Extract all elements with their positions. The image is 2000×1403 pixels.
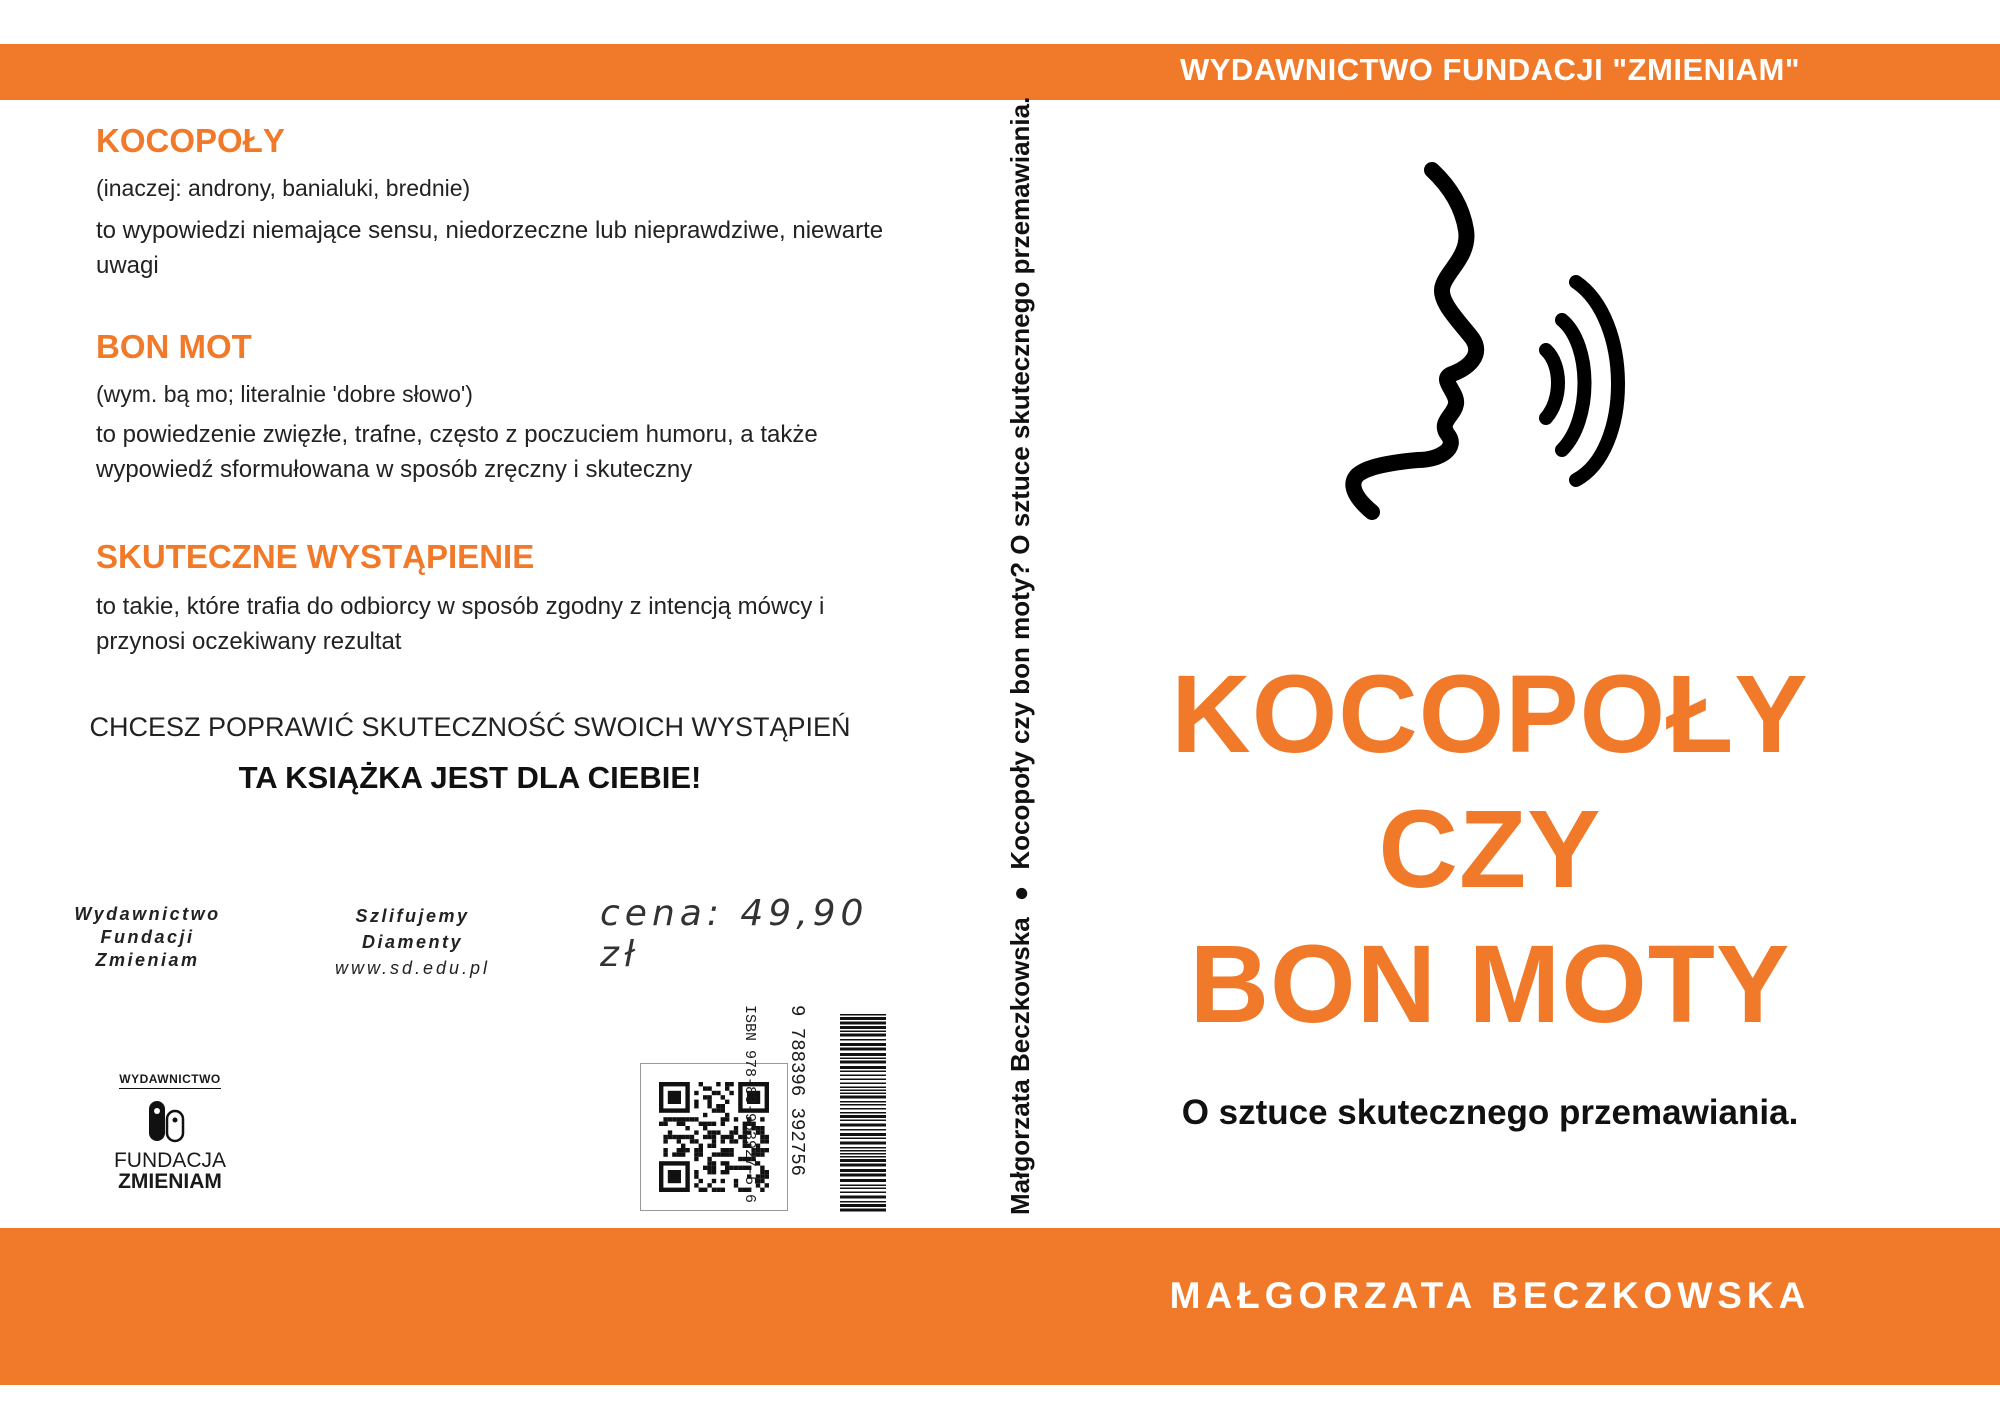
term-skuteczne: SKUTECZNE WYSTĄPIENIE <box>96 538 535 575</box>
logo-line2: ZMIENIAM <box>118 1170 222 1193</box>
title-line-3: BON MOTY <box>1189 923 1791 1046</box>
qr-code <box>640 1063 788 1211</box>
barcode-digits: 9 788396 392756 <box>786 1005 808 1177</box>
qr-code-image <box>641 1064 787 1210</box>
title-line-2: CZY <box>1378 788 1602 911</box>
spine-title: Kocopoły czy bon moty? O sztuce skutecznego przemawiania. <box>1005 96 1035 870</box>
cta-answer: TA KSIĄŻKA JEST DLA CIEBIE! <box>238 760 702 795</box>
publisher-logo <box>100 1070 240 1194</box>
isbn-text: ISBN 978-83-963927-5-6 <box>741 1005 758 1204</box>
term-bon-mot-desc: to powiedzenie zwięzłe, trafne, często z poczuciem humoru, a także wypowiedź sformułowana w sposób zręczny i skuteczny <box>96 421 818 483</box>
subtitle: O sztuce skutecznego przemawiania. <box>1181 1093 1799 1132</box>
publisher-small-line3: Zmieniam <box>95 950 200 970</box>
logo-top-text: WYDAWNICTWO <box>119 1072 220 1089</box>
partner-url: www.sd.edu.pl <box>334 958 491 978</box>
title-line-1: KOCOPOŁY <box>1171 653 1809 776</box>
partner-block <box>320 903 505 981</box>
spine-separator: ● <box>1005 885 1035 902</box>
term-bon-mot: BON MOT <box>96 328 252 365</box>
term-skuteczne-desc: to takie, które trafia do odbiorcy w sposób zgodny z intencją mówcy i przynosi oczekiwany rezultat <box>96 593 825 655</box>
term-kocopoly: KOCOPOŁY <box>96 122 285 159</box>
publisher-header: WYDAWNICTWO FUNDACJI "ZMIENIAM" <box>1179 52 1801 87</box>
spine <box>1005 96 1045 1215</box>
publisher-small <box>60 903 235 972</box>
term-bon-mot-note: (wym. bą mo; literalnie 'dobre słowo') <box>96 381 473 407</box>
publisher-small-line2: Fundacji <box>100 927 195 947</box>
speaking-head-icon <box>1340 160 1660 590</box>
publisher-small-line1: Wydawnictwo <box>74 904 221 924</box>
logo-line1: FUNDACJA <box>113 1149 226 1172</box>
term-kocopoly-note: (inaczej: androny, banialuki, brednie) <box>96 175 471 201</box>
barcode <box>808 1010 918 1215</box>
logo-mark-icon <box>140 1095 200 1147</box>
spine-author: Małgorzata Beczkowska <box>1005 917 1035 1215</box>
partner-line2: Diamenty <box>361 932 464 952</box>
partner-line1: Szlifujemy <box>355 906 470 926</box>
term-kocopoly-desc: to wypowiedzi niemające sensu, niedorzeczne lub nieprawdziwe, niewarte uwagi <box>96 217 884 279</box>
cta-question: CHCESZ POPRAWIĆ SKUTECZNOŚĆ SWOICH WYSTĄPIEŃ <box>89 712 851 742</box>
front-author: MAŁGORZATA BECZKOWSKA <box>1169 1275 1811 1316</box>
price: cena: 49,90 zł <box>600 893 869 975</box>
